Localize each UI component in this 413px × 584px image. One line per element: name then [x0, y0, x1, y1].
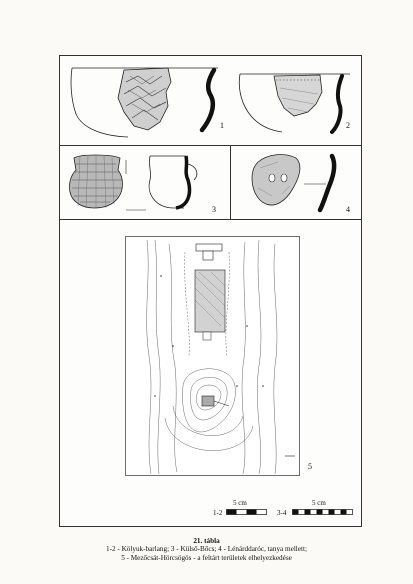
- sherd-1-drawing: [68, 62, 228, 140]
- vessel-3-drawing: [66, 150, 226, 216]
- sherd-2-drawing: [238, 70, 358, 140]
- scale-bar-left-length-label: 5 cm: [233, 499, 247, 507]
- caption-line-2: 5 - Mezőcsát-Hörcsögös - a feltárt területek elhelyezkedése: [121, 553, 292, 562]
- plate-title: 21. tábla: [193, 537, 220, 545]
- caption-line-1: 1-2 - Kölyuk-barlang; 3 - Külső-Bőcs; 4 - Lénárddaróc, tanya mellett;: [106, 545, 307, 554]
- scale-bar-left: [226, 507, 268, 517]
- sherd-4-drawing: [238, 148, 358, 216]
- scale-bar-left-range-label: 1-2: [213, 509, 223, 517]
- figure-number-5: 5: [308, 462, 312, 471]
- figure-number-2: 2: [346, 121, 350, 130]
- plate-caption: [0, 537, 413, 562]
- figure-number-3: 3: [212, 205, 216, 214]
- scale-bar-right-range-label: 3-4: [277, 509, 287, 517]
- row-divider-1: [60, 145, 361, 146]
- figure-number-1: 1: [220, 121, 224, 130]
- row-divider-2: [60, 219, 361, 220]
- column-divider: [230, 145, 231, 219]
- scale-bar-right-length-label: 5 cm: [312, 499, 326, 507]
- scale-bar-right: [292, 507, 354, 517]
- figure-number-4: 4: [346, 205, 350, 214]
- plate-frame: [59, 55, 362, 527]
- site-map-5: [125, 236, 300, 476]
